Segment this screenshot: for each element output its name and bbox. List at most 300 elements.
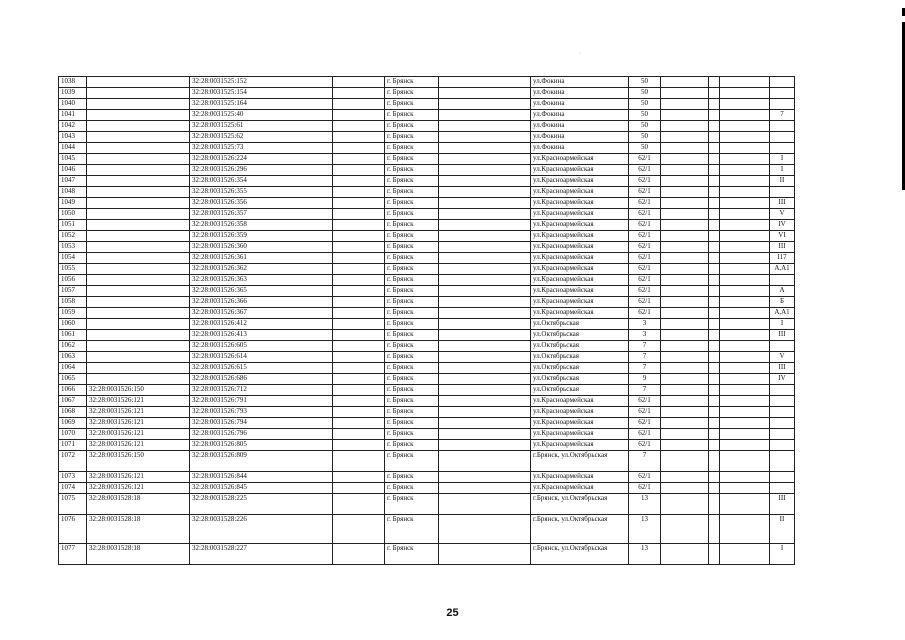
- cell-num: 1038: [59, 77, 87, 88]
- cell-city: г. Брянск: [385, 286, 439, 297]
- cell-num: 1053: [59, 242, 87, 253]
- cell-house: 62/1: [629, 187, 661, 198]
- cell-num: 1074: [59, 483, 87, 494]
- cell-city: г. Брянск: [385, 253, 439, 264]
- cell-empty: [709, 275, 720, 286]
- table-row: [59, 275, 795, 286]
- cell-num: 1039: [59, 88, 87, 99]
- table-row: [59, 132, 795, 143]
- cell-city: г. Брянск: [385, 77, 439, 88]
- cell-empty: [661, 242, 709, 253]
- cell-city: г. Брянск: [385, 99, 439, 110]
- cell-empty: [439, 242, 531, 253]
- cell-house: 13: [629, 494, 661, 515]
- cell-empty: [709, 154, 720, 165]
- cell-empty: [333, 165, 385, 176]
- cell-cad1: 32:28:0031526:121: [87, 440, 190, 451]
- cell-street: ул.Красноармейская: [531, 253, 629, 264]
- cell-empty: [439, 297, 531, 308]
- cell-street: ул.Октябрьская: [531, 330, 629, 341]
- cell-cad2: 32:28:0031525:61: [190, 121, 333, 132]
- cell-empty: [333, 341, 385, 352]
- cell-empty: [720, 418, 770, 429]
- cell-num: 1067: [59, 396, 87, 407]
- cell-cad1: [87, 374, 190, 385]
- cell-empty: [439, 396, 531, 407]
- table-row: [59, 286, 795, 297]
- cell-house: 62/1: [629, 220, 661, 231]
- cell-part: A,A1: [770, 264, 795, 275]
- cell-num: 1059: [59, 308, 87, 319]
- cell-num: 1056: [59, 275, 87, 286]
- cell-street: ул.Красноармейская: [531, 472, 629, 483]
- cell-empty: [720, 231, 770, 242]
- cell-num: 1065: [59, 374, 87, 385]
- cell-empty: [439, 352, 531, 363]
- cell-empty: [720, 352, 770, 363]
- cell-empty: [333, 275, 385, 286]
- cell-part: [770, 472, 795, 483]
- cell-empty: [661, 341, 709, 352]
- cell-empty: [439, 99, 531, 110]
- table-row: [59, 407, 795, 418]
- cell-street: ул.Красноармейская: [531, 286, 629, 297]
- cell-cad2: 32:28:0031526:357: [190, 209, 333, 220]
- cell-empty: [661, 472, 709, 483]
- cell-empty: [661, 319, 709, 330]
- cell-empty: [333, 515, 385, 544]
- cell-part: [770, 385, 795, 396]
- cell-cad2: 32:28:0031526:793: [190, 407, 333, 418]
- cell-street: ул.Красноармейская: [531, 264, 629, 275]
- cell-empty: [709, 396, 720, 407]
- cell-empty: [661, 198, 709, 209]
- cell-street: ул.Красноармейская: [531, 418, 629, 429]
- cell-cad2: 32:28:0031526:605: [190, 341, 333, 352]
- cell-street: ул.Октябрьская: [531, 341, 629, 352]
- cell-empty: [709, 132, 720, 143]
- cell-cad2: 32:28:0031525:40: [190, 110, 333, 121]
- table-row: [59, 110, 795, 121]
- cell-empty: [709, 286, 720, 297]
- cell-cad2: 32:28:0031526:355: [190, 187, 333, 198]
- cell-empty: [661, 494, 709, 515]
- cell-house: 3: [629, 319, 661, 330]
- cell-city: г. Брянск: [385, 264, 439, 275]
- cell-empty: [709, 374, 720, 385]
- cell-cad1: [87, 330, 190, 341]
- cell-cad1: [87, 242, 190, 253]
- cell-cad2: 32:28:0031526:367: [190, 308, 333, 319]
- cell-cad2: 32:28:0031526:796: [190, 429, 333, 440]
- cell-empty: [709, 242, 720, 253]
- cell-empty: [333, 110, 385, 121]
- cell-empty: [720, 440, 770, 451]
- cell-part: III: [770, 330, 795, 341]
- table-row: [59, 165, 795, 176]
- table-row: [59, 544, 795, 565]
- cell-empty: [439, 418, 531, 429]
- cell-house: 62/1: [629, 407, 661, 418]
- cell-empty: [439, 440, 531, 451]
- cell-empty: [333, 418, 385, 429]
- cell-part: I: [770, 165, 795, 176]
- cell-empty: [709, 209, 720, 220]
- cell-empty: [720, 385, 770, 396]
- cell-empty: [720, 198, 770, 209]
- cell-part: [770, 483, 795, 494]
- cell-street: ул.Красноармейская: [531, 396, 629, 407]
- cell-empty: [333, 363, 385, 374]
- cell-cad1: [87, 165, 190, 176]
- cell-empty: [720, 472, 770, 483]
- cell-street: ул.Фокина: [531, 99, 629, 110]
- cell-street: ул.Красноармейская: [531, 198, 629, 209]
- cell-street: ул.Фокина: [531, 143, 629, 154]
- cell-empty: [439, 88, 531, 99]
- cell-house: 13: [629, 544, 661, 565]
- cell-empty: [709, 319, 720, 330]
- cell-empty: [661, 77, 709, 88]
- cell-house: 62/1: [629, 297, 661, 308]
- cell-empty: [720, 88, 770, 99]
- table-row: [59, 176, 795, 187]
- cell-cad1: [87, 275, 190, 286]
- cell-city: г. Брянск: [385, 418, 439, 429]
- cell-num: 1064: [59, 363, 87, 374]
- cell-city: г. Брянск: [385, 319, 439, 330]
- cell-part: A: [770, 286, 795, 297]
- cell-city: г. Брянск: [385, 88, 439, 99]
- cell-empty: [333, 154, 385, 165]
- cell-house: 7: [629, 451, 661, 472]
- cell-empty: [439, 264, 531, 275]
- cell-empty: [661, 440, 709, 451]
- cell-street: г.Брянск, ул.Октябрьская: [531, 515, 629, 544]
- cell-empty: [439, 198, 531, 209]
- table-row: [59, 154, 795, 165]
- cell-cad2: 32:28:0031526:614: [190, 352, 333, 363]
- cell-cad2: 32:28:0031526:686: [190, 374, 333, 385]
- cell-empty: [720, 176, 770, 187]
- cell-city: г. Брянск: [385, 341, 439, 352]
- table-row: [59, 88, 795, 99]
- cell-cad1: [87, 308, 190, 319]
- cell-cad2: 32:28:0031526:794: [190, 418, 333, 429]
- cell-empty: [439, 319, 531, 330]
- table-row: [59, 231, 795, 242]
- cell-city: г. Брянск: [385, 407, 439, 418]
- cell-city: г. Брянск: [385, 451, 439, 472]
- cell-city: г. Брянск: [385, 110, 439, 121]
- cell-num: 1044: [59, 143, 87, 154]
- cell-empty: [333, 494, 385, 515]
- cell-empty: [439, 363, 531, 374]
- cell-empty: [661, 132, 709, 143]
- cell-cad2: 32:28:0031526:224: [190, 154, 333, 165]
- cell-empty: [333, 407, 385, 418]
- cell-empty: [709, 544, 720, 565]
- cell-part: VI: [770, 231, 795, 242]
- cell-house: 50: [629, 110, 661, 121]
- cell-num: 1071: [59, 440, 87, 451]
- cell-empty: [720, 132, 770, 143]
- cell-empty: [720, 483, 770, 494]
- cell-empty: [333, 472, 385, 483]
- cell-empty: [333, 297, 385, 308]
- cell-empty: [709, 253, 720, 264]
- cell-house: 62/1: [629, 396, 661, 407]
- cell-empty: [439, 515, 531, 544]
- cell-empty: [720, 99, 770, 110]
- cell-part: [770, 451, 795, 472]
- cell-city: г. Брянск: [385, 242, 439, 253]
- cell-empty: [709, 220, 720, 231]
- cell-house: 7: [629, 385, 661, 396]
- cell-empty: [661, 396, 709, 407]
- cell-city: г. Брянск: [385, 297, 439, 308]
- table-row: [59, 483, 795, 494]
- cell-empty: [439, 220, 531, 231]
- cell-part: I: [770, 154, 795, 165]
- cell-city: г. Брянск: [385, 220, 439, 231]
- cell-num: 1046: [59, 165, 87, 176]
- cell-part: I17: [770, 253, 795, 264]
- cell-empty: [333, 242, 385, 253]
- cell-cad2: 32:28:0031526:354: [190, 176, 333, 187]
- cell-street: ул.Фокина: [531, 121, 629, 132]
- cell-empty: [720, 396, 770, 407]
- cell-empty: [439, 143, 531, 154]
- table-row: [59, 418, 795, 429]
- cell-empty: [709, 121, 720, 132]
- cell-empty: [709, 308, 720, 319]
- cell-street: ул.Октябрьская: [531, 319, 629, 330]
- cell-empty: [439, 231, 531, 242]
- cell-empty: [661, 220, 709, 231]
- cell-num: 1050: [59, 209, 87, 220]
- cell-street: ул.Красноармейская: [531, 483, 629, 494]
- cell-street: ул.Красноармейская: [531, 429, 629, 440]
- cell-cad1: [87, 264, 190, 275]
- cell-cad1: 32:28:0031528:18: [87, 544, 190, 565]
- cell-empty: [333, 308, 385, 319]
- cell-empty: [720, 165, 770, 176]
- cell-street: ул.Красноармейская: [531, 209, 629, 220]
- cell-cad1: [87, 363, 190, 374]
- cell-empty: [661, 121, 709, 132]
- cell-empty: [709, 472, 720, 483]
- table-row: [59, 319, 795, 330]
- cell-empty: [709, 515, 720, 544]
- cell-part: IV: [770, 374, 795, 385]
- cell-cad2: 32:28:0031526:413: [190, 330, 333, 341]
- cell-part: IV: [770, 220, 795, 231]
- cell-city: г. Брянск: [385, 352, 439, 363]
- cell-cad2: 32:28:0031525:62: [190, 132, 333, 143]
- cell-empty: [661, 308, 709, 319]
- cell-empty: [439, 483, 531, 494]
- cell-part: [770, 341, 795, 352]
- cell-house: 50: [629, 132, 661, 143]
- cell-empty: [709, 407, 720, 418]
- property-register-table: [58, 76, 795, 565]
- cell-empty: [720, 363, 770, 374]
- cell-cad1: [87, 198, 190, 209]
- cell-part: III: [770, 363, 795, 374]
- cell-num: 1066: [59, 385, 87, 396]
- cell-empty: [720, 253, 770, 264]
- cell-empty: [720, 242, 770, 253]
- cell-street: ул.Красноармейская: [531, 231, 629, 242]
- cell-empty: [333, 99, 385, 110]
- cell-part: Б: [770, 297, 795, 308]
- cell-empty: [720, 264, 770, 275]
- cell-house: 62/1: [629, 176, 661, 187]
- cell-empty: [661, 99, 709, 110]
- cell-cad2: 32:28:0031526:412: [190, 319, 333, 330]
- cell-empty: [661, 352, 709, 363]
- cell-empty: [709, 341, 720, 352]
- cell-empty: [333, 132, 385, 143]
- cell-empty: [439, 407, 531, 418]
- cell-house: 62/1: [629, 286, 661, 297]
- cell-empty: [439, 341, 531, 352]
- cell-empty: [661, 88, 709, 99]
- cell-street: ул.Красноармейская: [531, 187, 629, 198]
- cell-empty: [439, 165, 531, 176]
- cell-empty: [720, 220, 770, 231]
- cell-empty: [709, 88, 720, 99]
- cell-part: III: [770, 198, 795, 209]
- cell-empty: [439, 385, 531, 396]
- cell-cad1: 32:28:0031528:18: [87, 515, 190, 544]
- cell-empty: [661, 154, 709, 165]
- cell-part: [770, 132, 795, 143]
- cell-cad1: 32:28:0031526:150: [87, 451, 190, 472]
- cell-cad2: 32:28:0031526:356: [190, 198, 333, 209]
- cell-num: 1062: [59, 341, 87, 352]
- cell-cad1: [87, 121, 190, 132]
- cell-num: 1054: [59, 253, 87, 264]
- cell-street: ул.Октябрьская: [531, 385, 629, 396]
- cell-city: г. Брянск: [385, 275, 439, 286]
- cell-cad2: 32:28:0031526:366: [190, 297, 333, 308]
- cell-empty: [439, 77, 531, 88]
- cell-num: 1076: [59, 515, 87, 544]
- table-row: [59, 220, 795, 231]
- cell-empty: [720, 308, 770, 319]
- table-row: [59, 352, 795, 363]
- cell-empty: [333, 385, 385, 396]
- cell-empty: [661, 407, 709, 418]
- cell-house: 62/1: [629, 308, 661, 319]
- cell-house: 62/1: [629, 209, 661, 220]
- cell-num: 1047: [59, 176, 87, 187]
- table-row: [59, 472, 795, 483]
- cell-empty: [333, 231, 385, 242]
- cell-house: 62/1: [629, 440, 661, 451]
- cell-street: ул.Красноармейская: [531, 242, 629, 253]
- cell-empty: [720, 429, 770, 440]
- cell-part: 7: [770, 110, 795, 121]
- cell-cad2: 32:28:0031526:363: [190, 275, 333, 286]
- cell-num: 1070: [59, 429, 87, 440]
- table-row: [59, 451, 795, 472]
- table-row: [59, 363, 795, 374]
- cell-cad2: 32:28:0031526:358: [190, 220, 333, 231]
- cell-city: г. Брянск: [385, 187, 439, 198]
- cell-num: 1075: [59, 494, 87, 515]
- cell-cad1: 32:28:0031526:150: [87, 385, 190, 396]
- cell-city: г. Брянск: [385, 308, 439, 319]
- cell-cad1: [87, 220, 190, 231]
- cell-house: 62/1: [629, 264, 661, 275]
- cell-street: ул.Красноармейская: [531, 440, 629, 451]
- cell-empty: [439, 187, 531, 198]
- cell-empty: [661, 544, 709, 565]
- table-row: [59, 264, 795, 275]
- cell-num: 1063: [59, 352, 87, 363]
- cell-cad1: [87, 143, 190, 154]
- cell-city: г. Брянск: [385, 330, 439, 341]
- cell-cad1: [87, 253, 190, 264]
- cell-cad2: 32:28:0031525:73: [190, 143, 333, 154]
- cell-empty: [720, 275, 770, 286]
- cell-cad1: [87, 319, 190, 330]
- cell-city: г. Брянск: [385, 198, 439, 209]
- table-row: [59, 440, 795, 451]
- cell-empty: [709, 77, 720, 88]
- cell-empty: [333, 209, 385, 220]
- cell-city: г. Брянск: [385, 494, 439, 515]
- cell-empty: [720, 121, 770, 132]
- cell-empty: [661, 515, 709, 544]
- cell-empty: [720, 110, 770, 121]
- cell-empty: [439, 494, 531, 515]
- cell-cad1: [87, 77, 190, 88]
- table-row: [59, 187, 795, 198]
- cell-empty: [661, 176, 709, 187]
- cell-city: г. Брянск: [385, 544, 439, 565]
- cell-house: 3: [629, 330, 661, 341]
- cell-empty: [709, 494, 720, 515]
- cell-cad2: 32:28:0031528:226: [190, 515, 333, 544]
- cell-empty: [709, 198, 720, 209]
- cell-street: ул.Красноармейская: [531, 308, 629, 319]
- cell-part: [770, 418, 795, 429]
- cell-empty: [439, 275, 531, 286]
- cell-part: [770, 396, 795, 407]
- cell-num: 1077: [59, 544, 87, 565]
- cell-cad2: 32:28:0031526:296: [190, 165, 333, 176]
- cell-cad2: 32:28:0031526:365: [190, 286, 333, 297]
- cell-num: 1069: [59, 418, 87, 429]
- cell-num: 1073: [59, 472, 87, 483]
- cell-empty: [333, 143, 385, 154]
- cell-empty: [720, 451, 770, 472]
- cell-cad1: 32:28:0031526:121: [87, 472, 190, 483]
- cell-empty: [333, 253, 385, 264]
- cell-empty: [661, 363, 709, 374]
- cell-empty: [439, 154, 531, 165]
- cell-street: ул.Фокина: [531, 132, 629, 143]
- table-row: [59, 396, 795, 407]
- table-row: [59, 99, 795, 110]
- cell-house: 62/1: [629, 198, 661, 209]
- cell-cad2: 32:28:0031526:845: [190, 483, 333, 494]
- cell-empty: [333, 440, 385, 451]
